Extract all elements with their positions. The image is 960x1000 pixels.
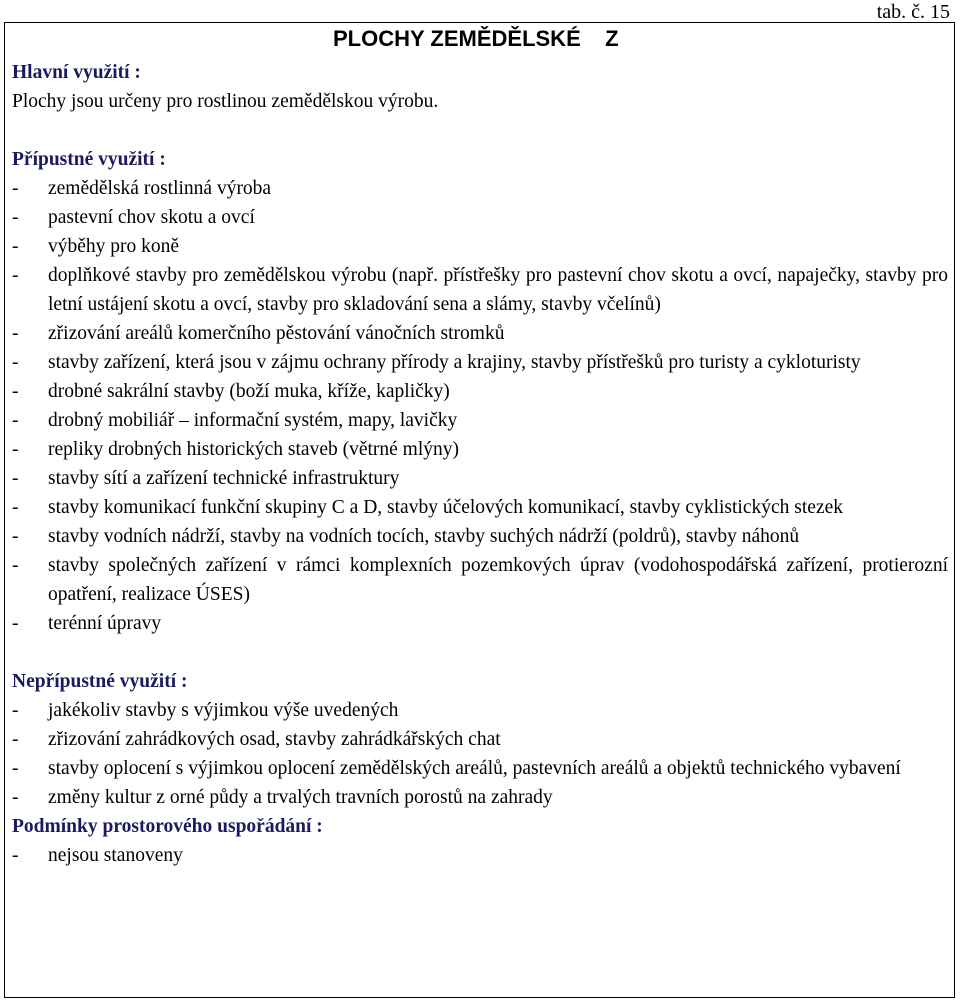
permitted-use-section	[12, 145, 948, 638]
prohibited-use-list	[12, 696, 948, 812]
list-item-text: repliky drobných historických staveb (větrné mlýny)	[48, 439, 460, 460]
table-number: tab. č. 15	[876, 1, 950, 23]
spatial-conditions-section	[12, 812, 948, 870]
list-bullet: -	[12, 787, 19, 808]
list-item-text: doplňkové stavby pro zemědělskou výrobu (např. přístřešky pro pastevní chov skotu a ovcí, napaječky, stavby pro letní ustájení skotu a ovcí, stavby pro skladování sena a slámy, stavby včelínů)	[48, 265, 948, 315]
list-bullet: -	[12, 526, 19, 547]
list-item	[12, 522, 948, 551]
spatial-conditions-heading: Podmínky prostorového uspořádání :	[12, 816, 323, 837]
list-item-text: zemědělská rostlinná výroba	[48, 178, 272, 199]
list-item-text: stavby komunikací funkční skupiny C a D, stavby účelových komunikací, stavby cyklistických stezek	[48, 497, 844, 518]
list-item-text: terénní úpravy	[48, 613, 162, 634]
list-item-text: zřizování zahrádkových osad, stavby zahrádkářských chat	[48, 729, 501, 750]
list-item-text: stavby sítí a zařízení technické infrastruktury	[48, 468, 400, 489]
list-bullet: -	[12, 410, 19, 431]
list-item	[12, 203, 948, 232]
list-item	[12, 551, 948, 609]
list-bullet: -	[12, 323, 19, 344]
list-item	[12, 696, 948, 725]
main-use-heading: Hlavní využití :	[12, 62, 141, 83]
permitted-use-list	[12, 174, 948, 638]
list-item	[12, 232, 948, 261]
list-bullet: -	[12, 497, 19, 518]
list-item-text: stavby zařízení, která jsou v zájmu ochrany přírody a krajiny, stavby přístřešků pro turisty a cykloturisty	[48, 352, 861, 373]
prohibited-use-section	[12, 667, 948, 812]
list-item-text: drobné sakrální stavby (boží muka, kříže, kapličky)	[48, 381, 450, 402]
list-item	[12, 725, 948, 754]
list-item	[12, 841, 948, 870]
prohibited-use-heading: Nepřípustné využití :	[12, 671, 188, 692]
main-use-section	[12, 58, 948, 116]
list-bullet: -	[12, 381, 19, 402]
list-item-text: stavby oplocení s výjimkou oplocení zemědělských areálů, pastevních areálů a objektů technického vybavení	[48, 758, 901, 779]
list-item	[12, 319, 948, 348]
list-item-text: jakékoliv stavby s výjimkou výše uvedených	[48, 700, 399, 721]
list-bullet: -	[12, 265, 19, 286]
list-bullet: -	[12, 352, 19, 373]
list-item	[12, 261, 948, 319]
list-bullet: -	[12, 555, 19, 576]
list-bullet: -	[12, 613, 19, 634]
list-bullet: -	[12, 236, 19, 257]
spatial-conditions-list	[12, 841, 948, 870]
list-item-text: nejsou stanoveny	[48, 845, 183, 866]
list-item	[12, 754, 948, 783]
document-body	[12, 58, 948, 870]
list-bullet: -	[12, 207, 19, 228]
list-bullet: -	[12, 700, 19, 721]
list-bullet: -	[12, 439, 19, 460]
list-item	[12, 464, 948, 493]
list-item	[12, 783, 948, 812]
list-item-text: pastevní chov skotu a ovcí	[48, 207, 255, 228]
list-bullet: -	[12, 468, 19, 489]
list-item	[12, 609, 948, 638]
section-spacer	[12, 116, 948, 145]
list-item	[12, 406, 948, 435]
list-bullet: -	[12, 758, 19, 779]
list-bullet: -	[12, 845, 19, 866]
list-item	[12, 377, 948, 406]
main-use-text: Plochy jsou určeny pro rostlinou zemědělskou výrobu.	[12, 91, 439, 112]
list-bullet: -	[12, 178, 19, 199]
list-item	[12, 348, 948, 377]
list-item-text: změny kultur z orné půdy a trvalých travních porostů na zahrady	[48, 787, 553, 808]
list-item-text: stavby vodních nádrží, stavby na vodních tocích, stavby suchých nádrží (poldrů), stavby náhonů	[48, 526, 800, 547]
list-item-text: drobný mobiliář – informační systém, mapy, lavičky	[48, 410, 458, 431]
page-title: PLOCHY ZEMĚDĚLSKÉ Z	[333, 26, 619, 51]
list-bullet: -	[12, 729, 19, 750]
list-item	[12, 174, 948, 203]
list-item-text: zřizování areálů komerčního pěstování vánočních stromků	[48, 323, 505, 344]
list-item	[12, 493, 948, 522]
list-item-text: stavby společných zařízení v rámci komplexních pozemkových úprav (vodohospodářská zařízení, protierozní opatření, realizace ÚSES)	[48, 555, 948, 605]
section-spacer	[12, 638, 948, 667]
list-item	[12, 435, 948, 464]
list-item-text: výběhy pro koně	[48, 236, 180, 257]
permitted-use-heading: Přípustné využití :	[12, 149, 166, 170]
